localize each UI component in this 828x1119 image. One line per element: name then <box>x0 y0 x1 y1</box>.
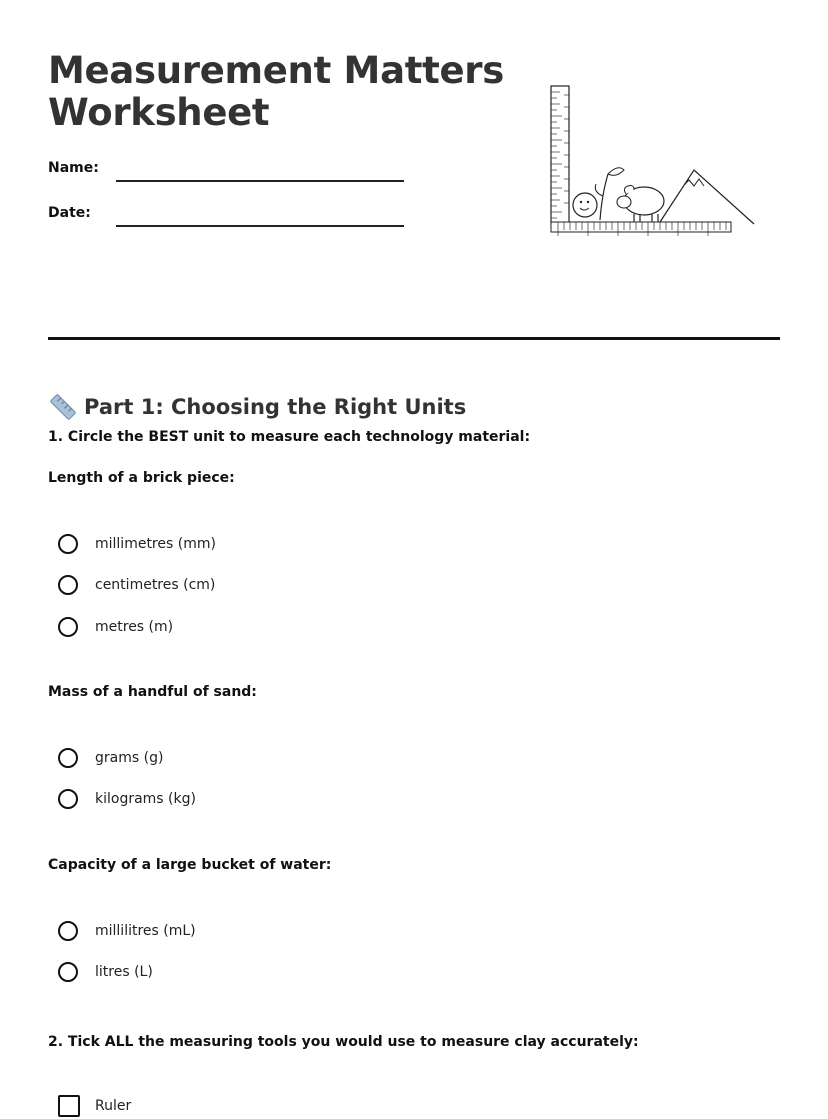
group-label-mass: Mass of a handful of sand: <box>48 684 257 700</box>
group-label-length: Length of a brick piece: <box>48 470 235 486</box>
date-label: Date: <box>48 205 91 221</box>
ruler-icon <box>48 392 78 422</box>
radio-circle[interactable] <box>58 789 78 809</box>
radio-circle[interactable] <box>58 534 78 554</box>
part1-heading <box>48 391 466 423</box>
header-divider <box>48 337 780 340</box>
option-millilitres[interactable] <box>58 918 196 944</box>
question-2-text: 2. Tick ALL the measuring tools you would use to measure clay accurately: <box>48 1034 639 1050</box>
option-kilograms[interactable] <box>58 786 196 812</box>
option-label: millimetres (mm) <box>95 536 216 552</box>
checkbox-square[interactable] <box>58 1095 80 1117</box>
radio-circle[interactable] <box>58 575 78 595</box>
worksheet-page <box>48 0 780 1118</box>
worksheet-title <box>48 50 508 134</box>
title-line-1: Measurement Matters <box>48 49 504 92</box>
option-label: centimetres (cm) <box>95 577 216 593</box>
option-label: Ruler <box>95 1098 132 1114</box>
name-label: Name: <box>48 160 99 176</box>
measurement-illustration <box>548 84 762 248</box>
radio-circle[interactable] <box>58 617 78 637</box>
part1-heading-text: Part 1: Choosing the Right Units <box>84 395 467 420</box>
date-field-line[interactable] <box>116 225 404 227</box>
option-label: grams (g) <box>95 750 164 766</box>
option-centimetres[interactable] <box>58 572 215 598</box>
question-1-text: 1. Circle the BEST unit to measure each technology material: <box>48 429 531 445</box>
title-line-2: Worksheet <box>48 91 270 134</box>
radio-circle[interactable] <box>58 921 78 941</box>
radio-circle[interactable] <box>58 962 78 982</box>
radio-circle[interactable] <box>58 748 78 768</box>
option-label: litres (L) <box>95 964 153 980</box>
option-ruler[interactable] <box>58 1093 131 1119</box>
option-metres[interactable] <box>58 614 173 640</box>
option-label: metres (m) <box>95 619 174 635</box>
option-label: millilitres (mL) <box>95 923 196 939</box>
group-label-capacity: Capacity of a large bucket of water: <box>48 857 332 873</box>
option-label: kilograms (kg) <box>95 791 196 807</box>
option-millimetres[interactable] <box>58 531 216 557</box>
name-field-line[interactable] <box>116 180 404 182</box>
option-litres[interactable] <box>58 959 153 985</box>
option-grams[interactable] <box>58 745 163 771</box>
